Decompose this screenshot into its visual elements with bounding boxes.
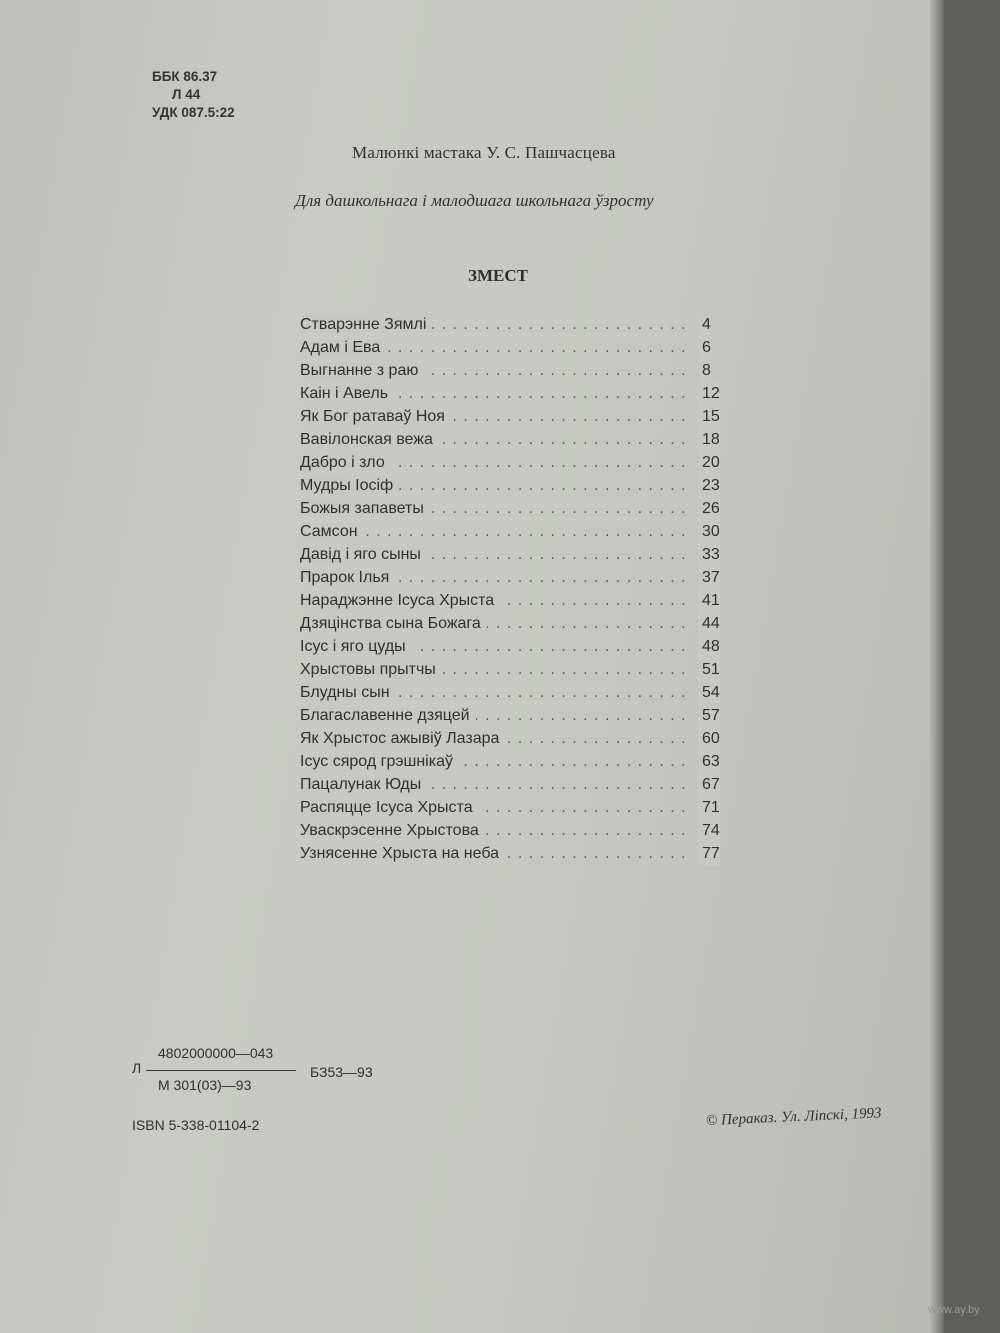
toc-entry	[300, 658, 730, 681]
toc-entry-page: 37	[698, 566, 720, 589]
bbk-index: ББК 86.37	[152, 69, 218, 84]
age-note: Для дашкольнага і малодшага школьнага ўзросту	[295, 191, 654, 210]
toc-entry-title: Блудны сын	[300, 684, 396, 701]
toc-entry-title: Ісус і яго цуды	[300, 638, 412, 655]
page-edge	[930, 0, 944, 1333]
toc-entry	[300, 819, 730, 842]
toc-entry-page: 54	[698, 681, 720, 704]
toc-entry-title: Адам і Ева	[300, 339, 386, 356]
toc-entry-page: 44	[698, 612, 720, 635]
toc-entry-page: 23	[698, 474, 720, 497]
toc-title: ЗМЕСТ	[468, 266, 528, 285]
udk-index: УДК 087.5:22	[152, 105, 235, 120]
toc-entry-page: 33	[698, 543, 720, 566]
publishing-code	[132, 1040, 402, 1110]
illustrator-credit: Малюнкі мастака У. С. Пашчасцева	[352, 143, 616, 162]
toc-entry-title: Самсон	[300, 523, 364, 540]
toc-entry-title: Як Бог ратаваў Ноя	[300, 408, 451, 425]
toc-entry-page: 77	[698, 842, 720, 865]
toc-entry-page: 57	[698, 704, 720, 727]
toc-entry-page: 74	[698, 819, 720, 842]
toc-entry	[300, 359, 730, 382]
toc-entry-title: Распяцце Ісуса Хрыста	[300, 799, 479, 816]
toc-entry-page: 15	[698, 405, 720, 428]
toc-entry	[300, 474, 730, 497]
toc-entry-title: Вавілонская вежа	[300, 431, 439, 448]
toc-entry	[300, 543, 730, 566]
toc-entry	[300, 497, 730, 520]
toc-entry-title: Дабро і зло	[300, 454, 391, 471]
toc-entry	[300, 681, 730, 704]
toc-entry-title: Благаславенне дзяцей	[300, 707, 476, 724]
toc-entry-title: Як Хрыстос ажывіў Лазара	[300, 730, 505, 747]
toc-entry-title: Дзяцінства сына Божага	[300, 615, 487, 632]
toc-entry	[300, 750, 730, 773]
toc-entry-title: Прарок Ілья	[300, 569, 395, 586]
code-letter: Л	[132, 1060, 142, 1076]
author-mark: Л 44	[172, 87, 201, 102]
toc-entry	[300, 451, 730, 474]
toc-entry	[300, 589, 730, 612]
toc-entry	[300, 382, 730, 405]
toc-entry-title: Божыя запаветы	[300, 500, 430, 517]
toc-entry-page: 63	[698, 750, 720, 773]
toc-entry	[300, 336, 730, 359]
toc-entry-page: 60	[698, 727, 720, 750]
toc-entry-title: Каін і Авель	[300, 385, 394, 402]
toc-entry	[300, 428, 730, 451]
code-denominator: М 301(03)—93	[158, 1077, 252, 1093]
toc-entry	[300, 727, 730, 750]
toc-entry-title: Мудры Іосіф	[300, 477, 399, 494]
toc-entry-title: Пацалунак Юды	[300, 776, 427, 793]
toc-entry	[300, 405, 730, 428]
toc-entry-page: 20	[698, 451, 720, 474]
toc-entry-page: 41	[698, 589, 720, 612]
fraction-bar	[146, 1070, 296, 1071]
toc-entry-page: 48	[698, 635, 720, 658]
code-numerator: 4802000000—043	[158, 1045, 274, 1061]
toc-entry	[300, 566, 730, 589]
toc-entry-page: 4	[698, 313, 711, 336]
toc-entry-page: 26	[698, 497, 720, 520]
toc-entry	[300, 842, 730, 865]
toc-entry	[300, 773, 730, 796]
copyright-notice: © Пераказ. Ул. Ліпскі, 1993	[705, 1105, 882, 1129]
toc-entry-page: 12	[698, 382, 720, 405]
toc-entry-page: 30	[698, 520, 720, 543]
catalog-indices	[152, 68, 235, 122]
toc-entry-page: 6	[698, 336, 711, 359]
table-of-contents	[300, 313, 730, 865]
toc-entry-page: 67	[698, 773, 720, 796]
toc-entry	[300, 704, 730, 727]
toc-entry-title: Нараджэнне Ісуса Хрыста	[300, 592, 500, 609]
toc-entry	[300, 612, 730, 635]
toc-entry-title: Ісус сярод грэшнікаў	[300, 753, 459, 770]
toc-entry-title: Выгнанне з раю	[300, 362, 424, 379]
series-code: БЗ53—93	[310, 1064, 373, 1080]
watermark: www.ay.by	[928, 1304, 980, 1316]
toc-entry	[300, 313, 730, 336]
toc-entry	[300, 520, 730, 543]
toc-entry-title: Уваскрэсенне Хрыстова	[300, 822, 485, 839]
isbn: ISBN 5-338-01104-2	[132, 1117, 260, 1133]
toc-entry-title: Давід і яго сыны	[300, 546, 427, 563]
toc-entry-page: 8	[698, 359, 711, 382]
toc-entry-page: 71	[698, 796, 720, 819]
toc-entry-title: Стварэнне Зямлі	[300, 316, 432, 333]
toc-entry-title: Узнясенне Хрыста на неба	[300, 845, 505, 862]
toc-entry-title: Хрыстовы прытчы	[300, 661, 442, 678]
toc-entry-page: 18	[698, 428, 720, 451]
toc-entry-page: 51	[698, 658, 720, 681]
toc-entry	[300, 796, 730, 819]
toc-entry	[300, 635, 730, 658]
